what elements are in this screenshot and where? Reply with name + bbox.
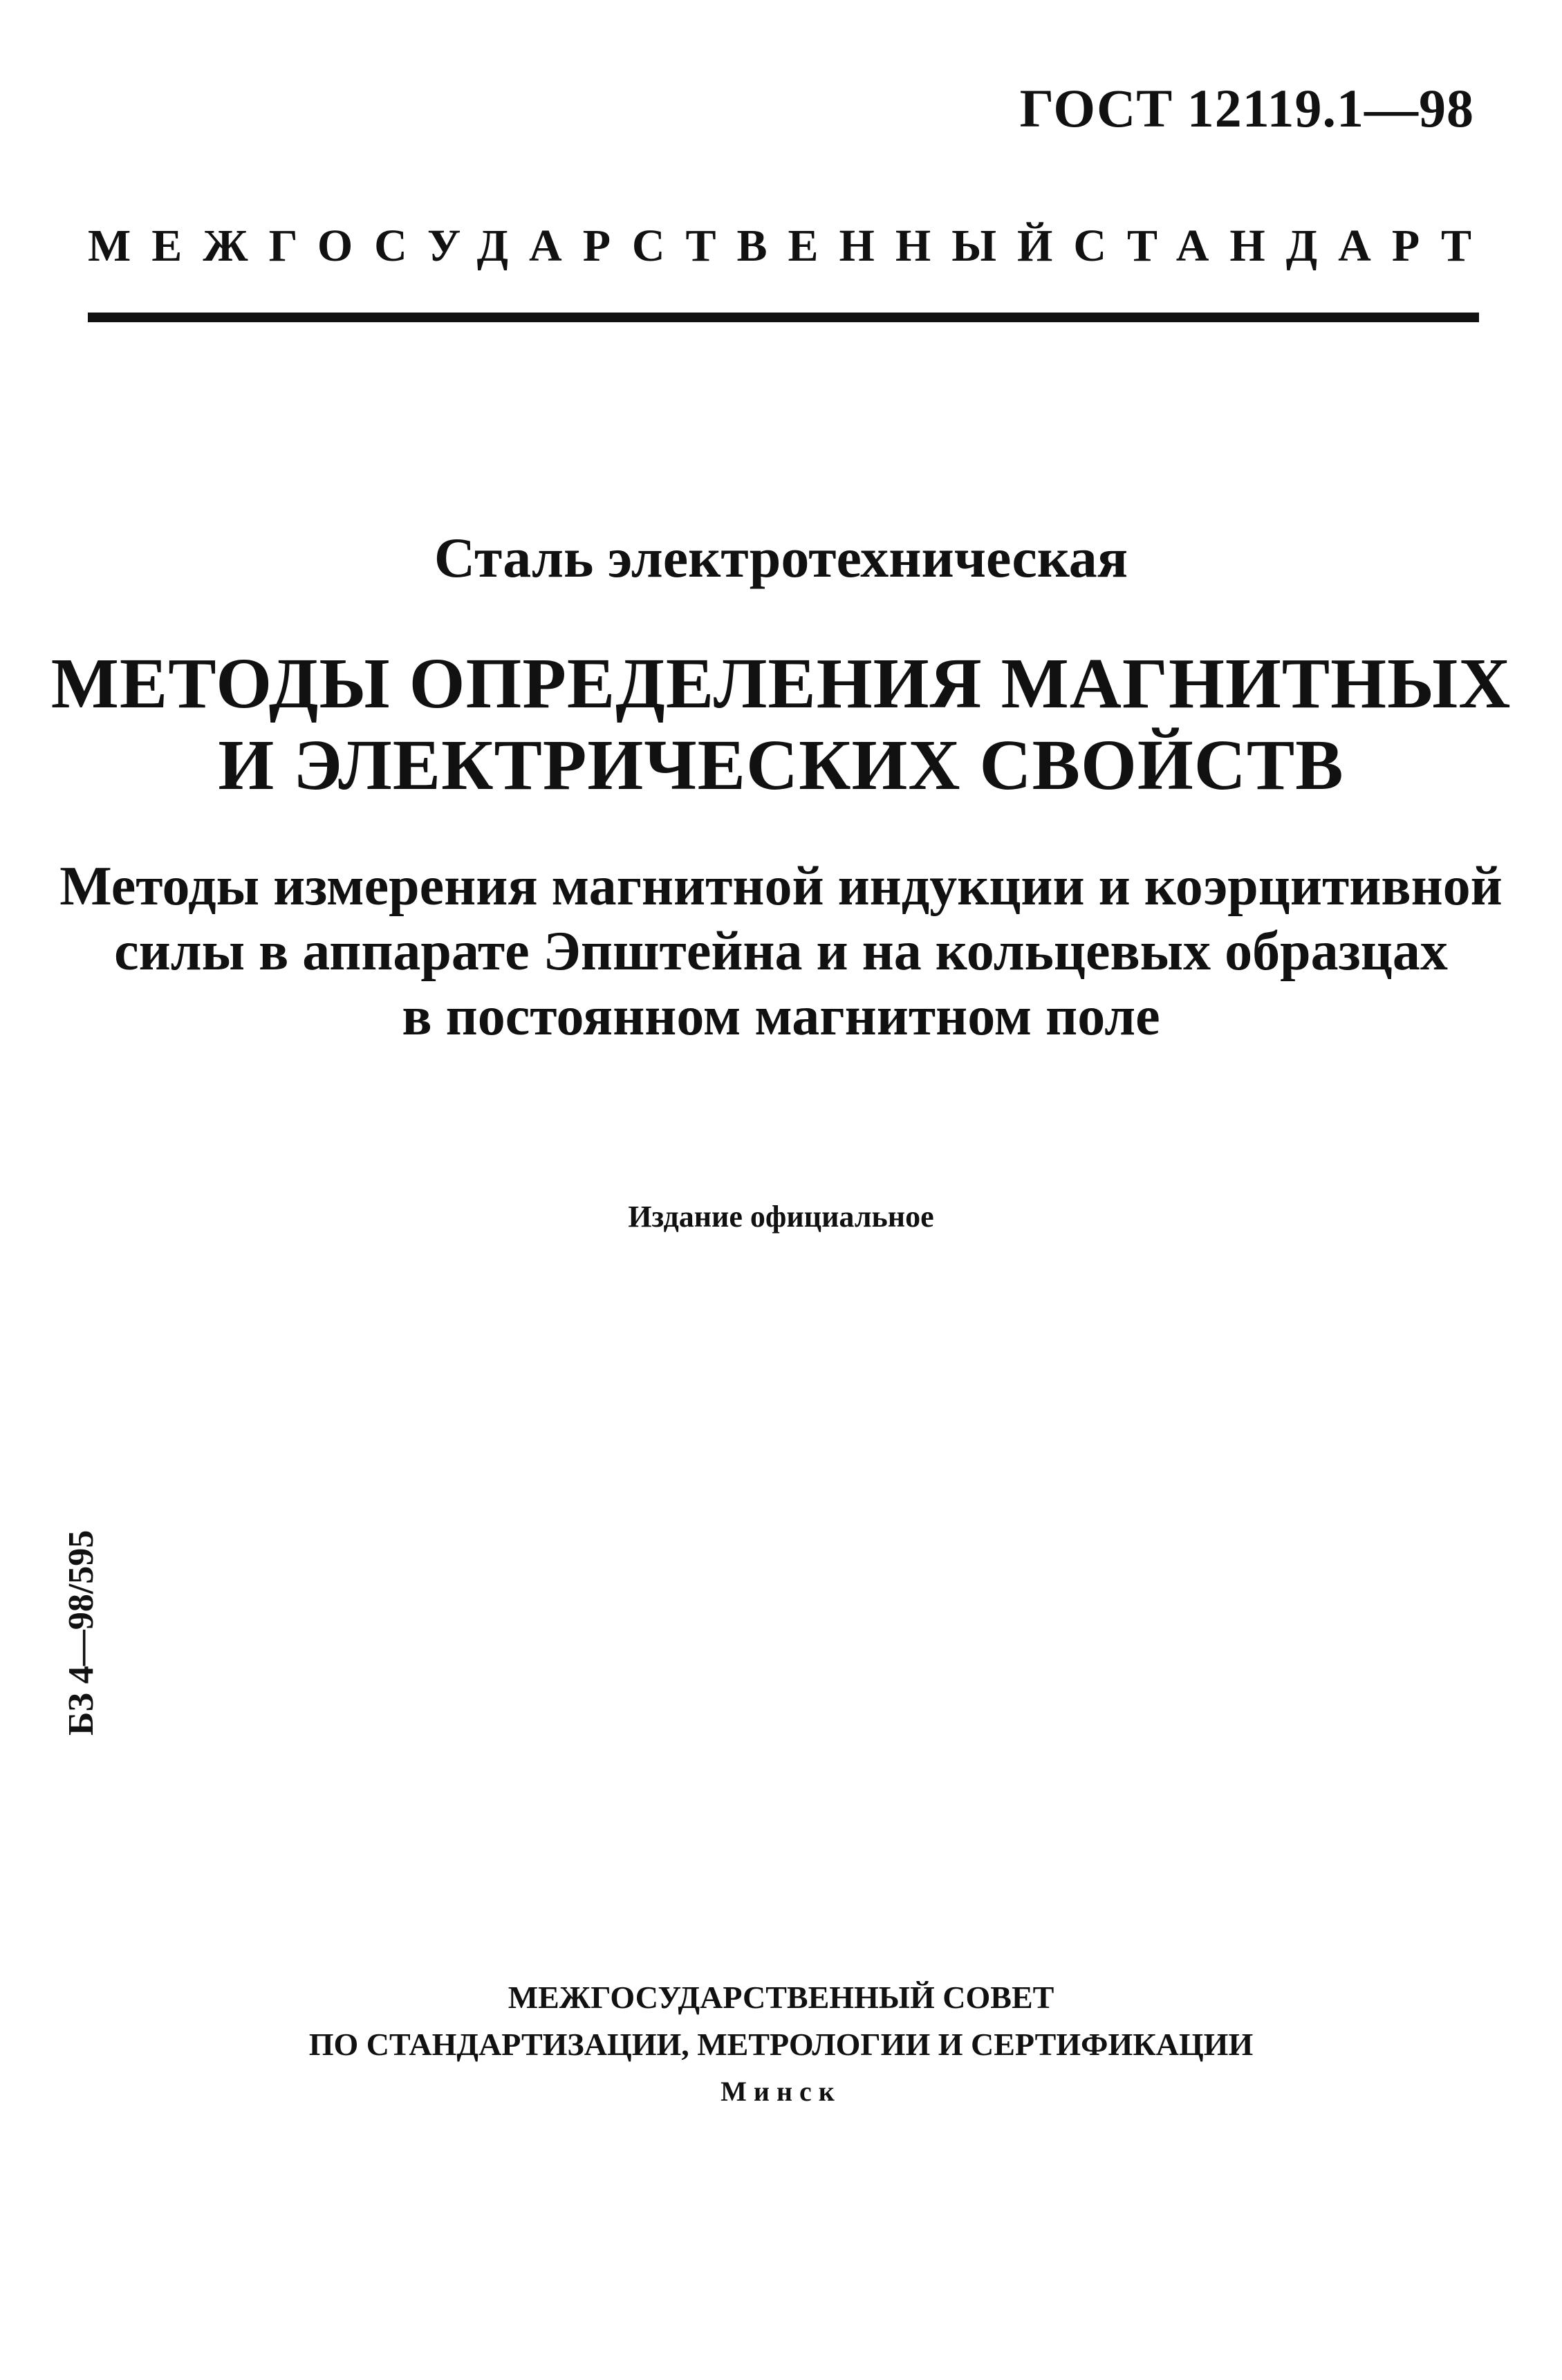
title-line-1: МЕТОДЫ ОПРЕДЕЛЕНИЯ МАГНИТНЫХ [50,644,1512,723]
edition-label: Издание официальное [628,1200,934,1234]
title-line-2: И ЭЛЕКТРИЧЕСКИХ СВОЙСТВ [218,725,1344,805]
subtitle-line-2: силы в аппарате Эпштейна и на кольцевых образцах [114,921,1448,982]
document-title [0,643,1562,806]
header-divider [88,313,1479,322]
standard-type-heading [88,220,1492,272]
side-catalog-code: БЗ 4—98/595 [62,1530,101,1736]
document-subtitle [0,854,1562,1049]
standard-type-word-1: МЕЖГОСУДАРСТВЕННЫЙ [88,221,1074,271]
publisher-block [0,1974,1562,2115]
standard-type-word-2: СТАНДАРТ [1073,221,1492,271]
subtitle-line-1: Методы измерения магнитной индукции и коэрцитивной [59,856,1503,917]
subject-heading: Сталь электротехническая [434,526,1128,589]
publisher-line-1: МЕЖГОСУДАРСТВЕННЫЙ СОВЕТ [508,1980,1054,2015]
publisher-line-2: ПО СТАНДАРТИЗАЦИИ, МЕТРОЛОГИИ И СЕРТИФИКАЦИИ [308,2027,1254,2062]
subtitle-line-3: в постоянном магнитном поле [402,986,1160,1047]
document-number: ГОСТ 12119.1—98 [1019,78,1474,138]
publisher-city: Минск [720,2076,842,2107]
